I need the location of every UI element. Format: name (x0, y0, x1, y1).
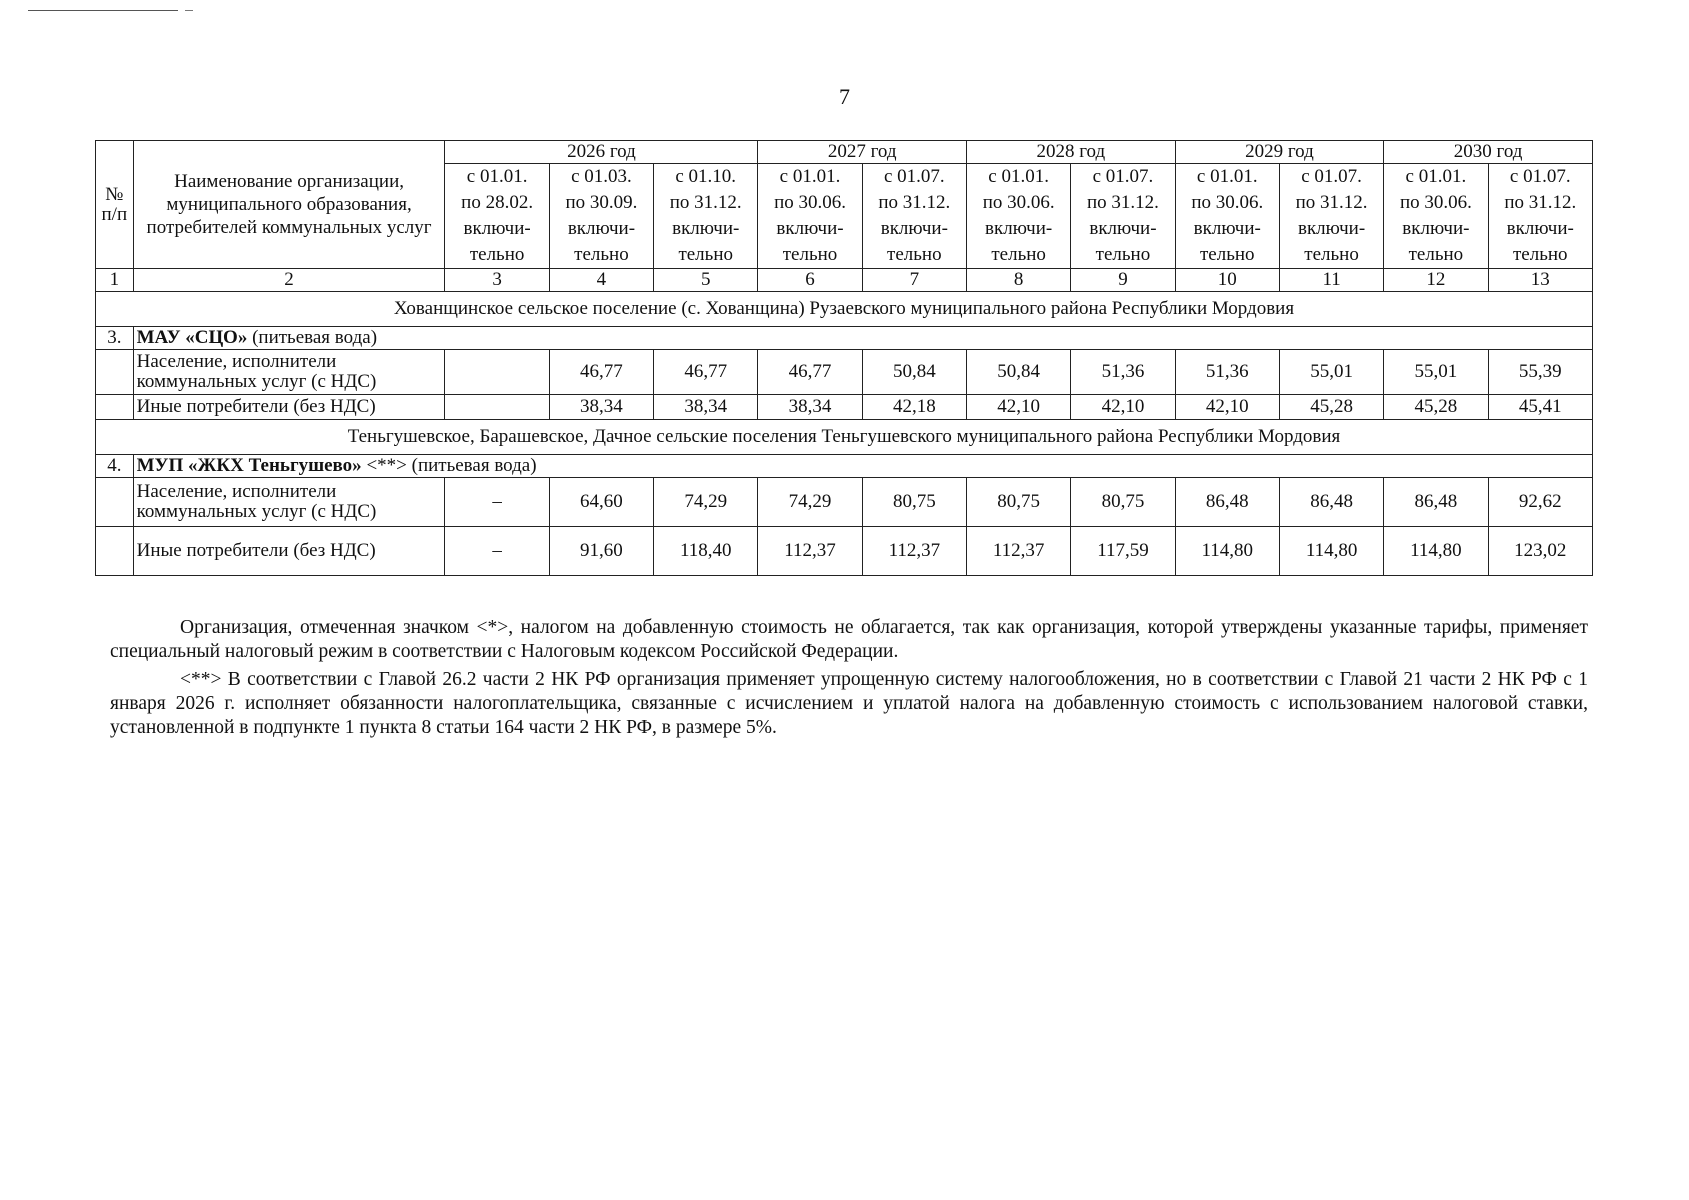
tariff-value: 51,36 (1071, 350, 1175, 395)
tariff-value: 80,75 (862, 478, 966, 527)
period-w2: тельно (1408, 244, 1464, 265)
tariff-value: 117,59 (1071, 527, 1175, 576)
period-from: с 01.01. (466, 166, 528, 187)
column-number: 2 (133, 269, 445, 292)
period-w1: включи- (1193, 218, 1261, 239)
tariff-value (445, 350, 549, 395)
tariff-value: 46,77 (549, 350, 653, 395)
period-header (862, 164, 966, 269)
tariff-value: 64,60 (549, 478, 653, 527)
tariff-value: 114,80 (1175, 527, 1279, 576)
period-w1: включи- (463, 218, 531, 239)
index-header: № п/п (96, 141, 134, 269)
tariff-value: 38,34 (549, 395, 653, 420)
consumer-label: Иные потребители (без НДС) (133, 395, 445, 420)
period-w1: включи- (1506, 218, 1574, 239)
year-2026: 2026 год (445, 141, 758, 164)
column-number: 11 (1279, 269, 1383, 292)
tariff-value: 74,29 (654, 478, 758, 527)
footnotes (110, 616, 1588, 744)
year-2030: 2030 год (1384, 141, 1593, 164)
period-to: по 30.06. (1191, 192, 1264, 213)
tariff-value: 46,77 (654, 350, 758, 395)
org-name-cell (133, 327, 1592, 350)
tariff-value: 51,36 (1175, 350, 1279, 395)
table-row (96, 478, 1593, 527)
tariff-value: 86,48 (1175, 478, 1279, 527)
tariff-value: 38,34 (758, 395, 862, 420)
period-from: с 01.01. (779, 166, 841, 187)
column-number: 13 (1488, 269, 1592, 292)
tariff-value: 112,37 (758, 527, 862, 576)
period-w1: включи- (1089, 218, 1157, 239)
period-w1: включи- (880, 218, 948, 239)
period-from: с 01.01. (1405, 166, 1467, 187)
column-number: 1 (96, 269, 134, 292)
column-number: 10 (1175, 269, 1279, 292)
period-to: по 31.12. (1087, 192, 1159, 213)
tariff-value: 80,75 (967, 478, 1071, 527)
period-header (549, 164, 653, 269)
org-name: МАУ «СЦО» (136, 327, 248, 348)
column-number: 6 (758, 269, 862, 292)
table-body (96, 292, 1593, 576)
tariff-value: 45,28 (1279, 395, 1383, 420)
column-number: 12 (1384, 269, 1488, 292)
row-index-empty (96, 395, 134, 420)
period-from: с 01.01. (1196, 166, 1258, 187)
period-to: по 31.12. (878, 192, 951, 213)
tariff-value: 55,39 (1488, 350, 1592, 395)
period-w1: включи- (1402, 218, 1470, 239)
footnote-vat-exempt: Организация, отмеченная значком <*>, налогом на добавленную стоимость не облагается, так как организация, которой утверждены указанные тарифы, применяет специальный налоговый режим в соответствии с Налоговым кодексом Российской Федерации. (110, 617, 1588, 662)
header-year-row (96, 141, 1593, 164)
tariff-value: 42,18 (862, 395, 966, 420)
period-from: с 01.01. (988, 166, 1049, 187)
period-header (758, 164, 862, 269)
tariff-value: 114,80 (1384, 527, 1488, 576)
period-header (967, 164, 1071, 269)
consumer-label: Иные потребители (без НДС) (133, 527, 445, 576)
section-row (96, 420, 1593, 455)
org-number: 3. (96, 327, 134, 350)
org-row (96, 455, 1593, 478)
period-header (1071, 164, 1175, 269)
period-w2: тельно (887, 244, 942, 265)
period-to: по 31.12. (1504, 192, 1577, 213)
section-row (96, 292, 1593, 327)
tariff-value (445, 395, 549, 420)
tariff-value: 86,48 (1279, 478, 1383, 527)
period-from: с 01.07. (1509, 166, 1571, 187)
row-index-empty (96, 350, 134, 395)
period-to: по 28.02. (461, 192, 534, 213)
column-number: 5 (654, 269, 758, 292)
page-number: 7 (839, 84, 850, 109)
year-2027: 2027 год (758, 141, 967, 164)
column-number: 3 (445, 269, 549, 292)
period-from: с 01.07. (883, 166, 945, 187)
period-header (654, 164, 758, 269)
period-w2: тельно (991, 244, 1046, 265)
period-header (445, 164, 549, 269)
tariff-value: 42,10 (967, 395, 1071, 420)
period-w2: тельно (574, 244, 629, 265)
tariff-value: 45,28 (1384, 395, 1488, 420)
tariff-value: 123,02 (1488, 527, 1592, 576)
org-number: 4. (96, 455, 134, 478)
tariff-value: 91,60 (549, 527, 653, 576)
tariff-value: 55,01 (1384, 350, 1488, 395)
period-to: по 30.06. (774, 192, 846, 213)
tariff-value: 46,77 (758, 350, 862, 395)
tariff-value: 74,29 (758, 478, 862, 527)
period-w2: тельно (1304, 244, 1359, 265)
org-note: (питьевая вода) (247, 327, 378, 348)
period-to: по 31.12. (1295, 192, 1368, 213)
tariff-value: 42,10 (1071, 395, 1175, 420)
section-title: Теньгушевское, Барашевское, Дачное сельские поселения Теньгушевского муниципального района Республики Мордовия (96, 420, 1593, 455)
column-number: 4 (549, 269, 653, 292)
top-rule (28, 10, 178, 11)
column-number-row (96, 269, 1593, 292)
column-number: 9 (1071, 269, 1175, 292)
top-rule-dash (185, 10, 193, 11)
tariff-value: 55,01 (1279, 350, 1383, 395)
org-note: <**> (питьевая вода) (361, 455, 537, 476)
tariff-value: 112,37 (967, 527, 1071, 576)
row-index-empty (96, 527, 134, 576)
org-name: МУП «ЖКХ Теньгушево» (136, 455, 362, 476)
period-w2: тельно (1199, 244, 1255, 265)
period-header (1279, 164, 1383, 269)
tariff-value: 80,75 (1071, 478, 1175, 527)
column-number: 8 (967, 269, 1071, 292)
footnote-simplified-tax: <**> В соответствии с Главой 26.2 части 2 НК РФ организация применяет упрощенную систему налогообложения, но в соответствии с Главой 21 части 2 НК РФ с 1 января 2026 г. исполняет обязанности налогоплательщика, связанные с исчислением и уплатой налога на добавленную стоимость с использованием налоговой ставки, установленной в подпункте 1 пункта 8 статьи 164 части 2 НК РФ, в размере 5%. (110, 669, 1588, 738)
tariff-value: – (445, 527, 549, 576)
period-w2: тельно (782, 244, 838, 265)
period-w2: тельно (678, 244, 733, 265)
period-w1: включи- (567, 218, 636, 239)
period-from: с 01.07. (1301, 166, 1362, 187)
period-header (1384, 164, 1488, 269)
column-number: 7 (862, 269, 966, 292)
table-row (96, 527, 1593, 576)
period-to: по 30.09. (565, 192, 638, 213)
period-w1: включи- (985, 218, 1053, 239)
tariff-value: 50,84 (967, 350, 1071, 395)
period-w1: включи- (672, 218, 740, 239)
org-row (96, 327, 1593, 350)
period-w1: включи- (776, 218, 844, 239)
tariff-value: 38,34 (654, 395, 758, 420)
period-header (1488, 164, 1592, 269)
year-2029: 2029 год (1175, 141, 1384, 164)
period-header (1175, 164, 1279, 269)
org-name-cell (133, 455, 1592, 478)
table-row (96, 395, 1593, 420)
period-w1: включи- (1297, 218, 1366, 239)
tariff-value: 92,62 (1488, 478, 1592, 527)
tariff-value: 45,41 (1488, 395, 1592, 420)
tariff-value: 112,37 (862, 527, 966, 576)
period-from: с 01.03. (571, 166, 632, 187)
year-2028: 2028 год (967, 141, 1176, 164)
tariff-table (95, 140, 1593, 576)
tariff-value: 50,84 (862, 350, 966, 395)
consumer-label: Население, исполнители коммунальных услуг (с НДС) (133, 478, 445, 527)
name-header: Наименование организации, муниципального образования, потребителей коммунальных услуг (133, 141, 445, 269)
period-to: по 30.06. (1399, 192, 1472, 213)
period-w2: тельно (1095, 244, 1151, 265)
period-from: с 01.07. (1092, 166, 1154, 187)
tariff-value: 86,48 (1384, 478, 1488, 527)
section-title: Хованщинское сельское поселение (с. Хованщина) Рузаевского муниципального района Республики Мордовия (96, 292, 1593, 327)
period-w2: тельно (469, 244, 525, 265)
tariff-value: 118,40 (654, 527, 758, 576)
period-from: с 01.10. (675, 166, 737, 187)
consumer-label: Население, исполнители коммунальных услуг (с НДС) (133, 350, 445, 395)
tariff-value: – (445, 478, 549, 527)
period-to: по 30.06. (982, 192, 1055, 213)
table-row (96, 350, 1593, 395)
row-index-empty (96, 478, 134, 527)
period-w2: тельно (1512, 244, 1568, 265)
period-to: по 31.12. (669, 192, 742, 213)
tariff-value: 114,80 (1279, 527, 1383, 576)
tariff-value: 42,10 (1175, 395, 1279, 420)
